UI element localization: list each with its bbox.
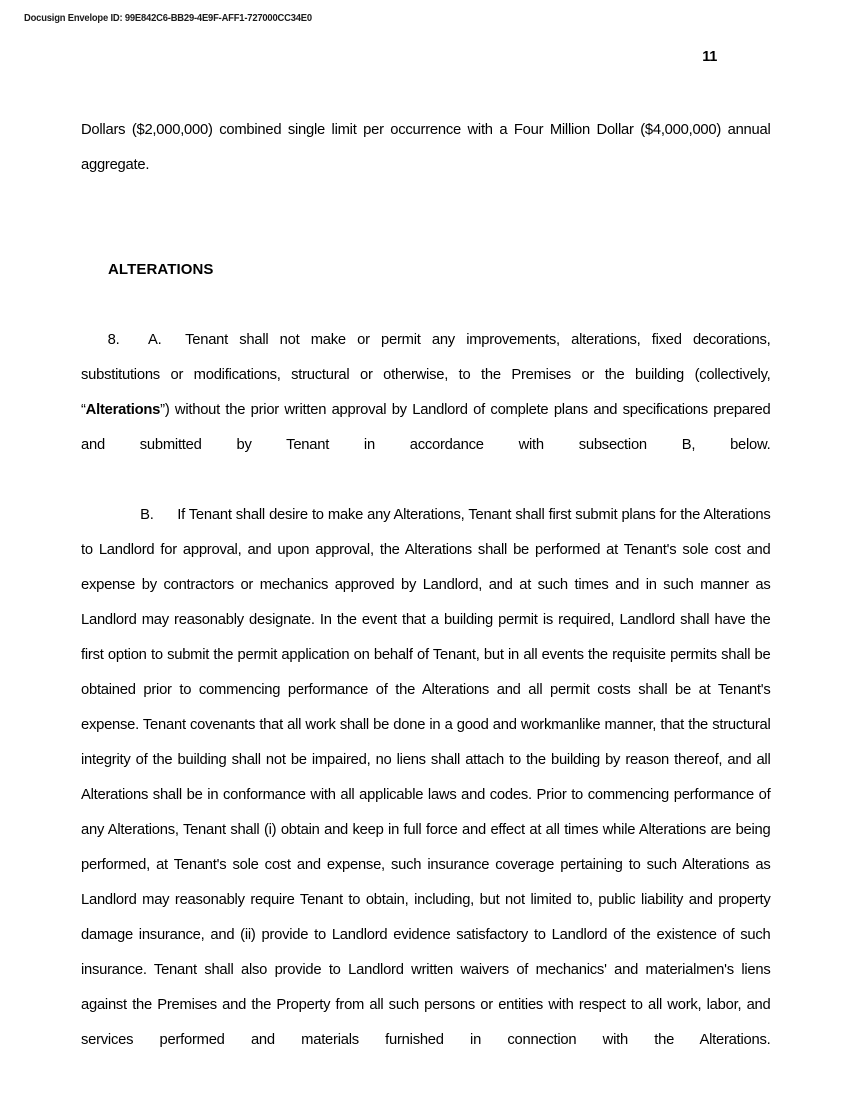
paragraph-8-a-text-after: ”) without the prior written approval by Landlord of complete plans and specifications prepared and submitted by Tenant in accordance with subsection B, below. — [81, 401, 771, 453]
paragraph-8-b — [81, 497, 771, 1092]
defined-term-alterations: Alterations — [85, 401, 161, 418]
paragraph-8-a — [81, 322, 771, 497]
item-number-8: 8. — [107, 331, 120, 348]
paragraph-8-a-text-before: Tenant shall not make or permit any improvements, alterations, fixed decorations, substitutions or modifications, structural or otherwise, to the Premises or the building (collectively, “ — [81, 331, 771, 418]
paragraph-continuation: Dollars ($2,000,000) combined single limit per occurrence with a Four Million Dollar ($4,000,000) annual aggregate. — [81, 121, 771, 173]
document-body — [81, 112, 781, 1092]
item-letter-a: A. — [147, 331, 162, 348]
item-letter-b: B. — [140, 506, 154, 523]
heading-spacer — [81, 287, 781, 322]
section-heading-alterations: ALTERATIONS — [108, 261, 214, 278]
paragraph-spacer — [81, 217, 781, 252]
docusign-envelope-id: Docusign Envelope ID: 99E842C6-BB29-4E9F-AFF1-727000CC34E0 — [24, 13, 312, 24]
page-number: 11 — [702, 49, 717, 65]
paragraph-8-b-text: If Tenant shall desire to make any Alterations, Tenant shall first submit plans for the Alterations to Landlord for approval, and upon approval, the Alterations shall be performed at Tenant's sole cost and expense by contractors or mechanics approved by Landlord, and at such times and in such manner as Landlord may reasonably designate. In the event that a building permit is required, Landlord shall have the first option to submit the permit application on behalf of Tenant, but in all events the requisite permits shall be obtained prior to commencing performance of the Alterations and all permit costs shall be at Tenant's expense. Tenant covenants that all work shall be done in a good and workmanlike manner, that the structural integrity of the building shall not be impaired, no liens shall attach to the building by reason thereof, and all Alterations shall be in conformance with all applicable laws and codes. Prior to commencing performance of any Alterations, Tenant shall (i) obtain and keep in full force and effect at all times while Alterations are being performed, at Tenant's sole cost and expense, such insurance coverage pertaining to such Alterations as Landlord may reasonably require Tenant to obtain, including, but not limited to, public liability and property damage insurance, and (ii) provide to Landlord evidence satisfactory to Landlord of the existence of such insurance. Tenant shall also provide to Landlord written waivers of mechanics' and materialmen's liens against the Premises and the Property from all such persons or entities with respect to all work, labor, and services performed and materials furnished in connection with the Alterations. — [81, 506, 771, 1048]
